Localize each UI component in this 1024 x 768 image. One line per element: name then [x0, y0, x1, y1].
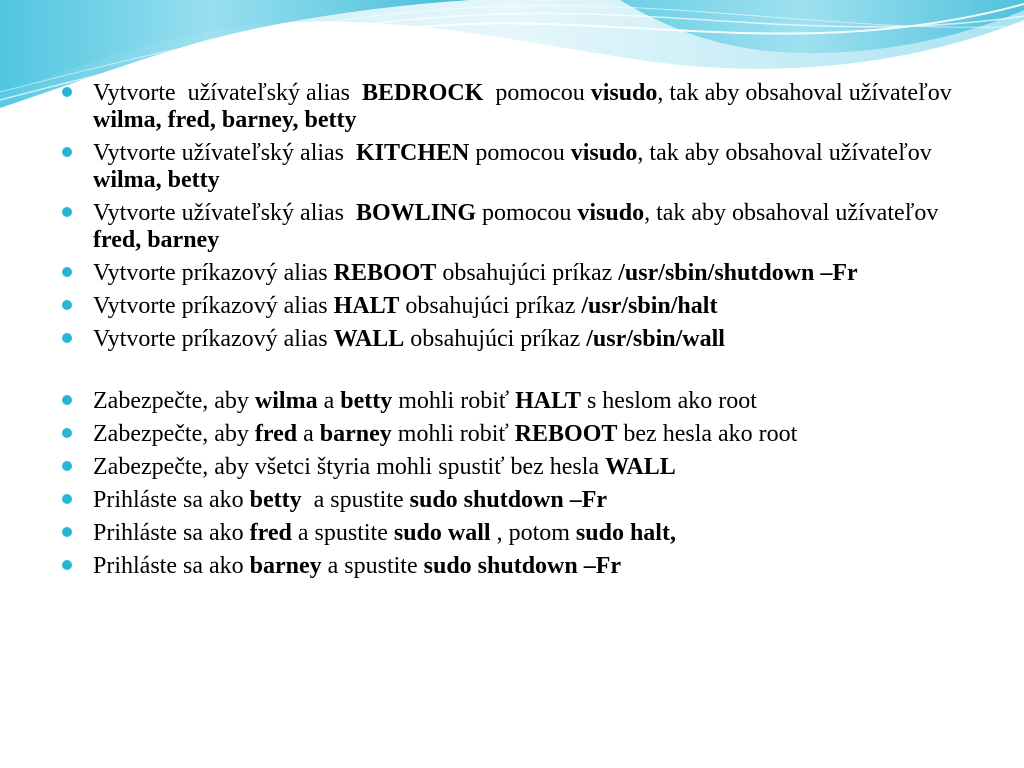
- text: a spustite: [301, 487, 410, 513]
- bold-text: betty: [340, 388, 393, 414]
- bullet-item: [60, 388, 960, 415]
- bold-text: visudo: [590, 80, 658, 106]
- text: , tak aby obsahoval užívateľov: [657, 80, 958, 106]
- bold-text: wilma, fred, barney, betty: [93, 107, 357, 133]
- bold-text: sudo halt,: [575, 520, 676, 546]
- bold-text: WALL: [605, 454, 676, 480]
- text: a spustite: [321, 553, 424, 579]
- bullet-dot-icon: [62, 494, 72, 504]
- text: , tak aby obsahoval užívateľov: [637, 140, 938, 166]
- bold-text: betty: [249, 487, 302, 513]
- bold-text: fred, barney: [93, 227, 220, 253]
- text: obsahujúci príkaz: [404, 326, 587, 352]
- text: Vytvorte príkazový alias: [93, 326, 334, 352]
- bold-text: wilma, betty: [93, 167, 220, 193]
- bullet-item: [60, 260, 960, 287]
- bold-text: visudo: [570, 140, 638, 166]
- text: Vytvorte užívateľský alias: [93, 200, 357, 226]
- text: mohli robiť: [391, 421, 515, 447]
- bullet-dot-icon: [62, 428, 72, 438]
- text: Prihláste sa ako: [93, 520, 250, 546]
- bold-text: visudo: [577, 200, 645, 226]
- bold-text: REBOOT: [333, 260, 437, 286]
- bullet-item: [60, 293, 960, 320]
- bullet-dot-icon: [62, 333, 72, 343]
- bullet-dot-icon: [62, 87, 72, 97]
- bold-text: HALT: [515, 388, 581, 414]
- bold-text: BEDROCK: [362, 80, 484, 106]
- bullet-dot-icon: [62, 395, 72, 405]
- text: a: [297, 421, 320, 447]
- text: Vytvorte príkazový alias: [93, 260, 334, 286]
- bold-text: BOWLING: [356, 200, 477, 226]
- bold-text: KITCHEN: [356, 140, 470, 166]
- bold-text: fred: [254, 421, 298, 447]
- text: , potom: [490, 520, 576, 546]
- slide-body: [60, 80, 960, 586]
- text: pomocou: [483, 80, 591, 106]
- bullet-dot-icon: [62, 560, 72, 570]
- bullet-item: [60, 487, 960, 514]
- text: a: [317, 388, 341, 414]
- text: a spustite: [291, 520, 394, 546]
- text: pomocou: [469, 140, 571, 166]
- bullet-item: [60, 553, 960, 580]
- bullet-item: [60, 326, 960, 353]
- bullet-dot-icon: [62, 147, 72, 157]
- text: Vytvorte užívateľský alias: [93, 80, 363, 106]
- bold-text: HALT: [333, 293, 400, 319]
- bold-text: /usr/sbin/halt: [581, 293, 718, 319]
- text: Zabezpečte, aby: [93, 421, 255, 447]
- bullet-dot-icon: [62, 300, 72, 310]
- bold-text: barney: [319, 421, 392, 447]
- bold-text: wilma: [254, 388, 318, 414]
- text: mohli robiť: [392, 388, 516, 414]
- bold-text: /usr/sbin/shutdown –Fr: [618, 260, 858, 286]
- bold-text: REBOOT: [514, 421, 618, 447]
- bold-text: sudo shutdown –Fr: [423, 553, 622, 579]
- text: Prihláste sa ako: [93, 487, 250, 513]
- bold-text: barney: [249, 553, 322, 579]
- bold-text: /usr/sbin/wall: [586, 326, 725, 352]
- bullet-dot-icon: [62, 527, 72, 537]
- text: , tak aby obsahoval užívateľov: [644, 200, 945, 226]
- bold-text: fred: [249, 520, 292, 546]
- text: pomocou: [476, 200, 578, 226]
- bullet-item: [60, 421, 960, 448]
- bullet-dot-icon: [62, 461, 72, 471]
- bold-text: WALL: [333, 326, 405, 352]
- text: bez hesla ako root: [617, 421, 798, 447]
- bullet-dot-icon: [62, 207, 72, 217]
- text: obsahujúci príkaz: [399, 293, 582, 319]
- text: Vytvorte užívateľský alias: [93, 140, 357, 166]
- bold-text: sudo shutdown –Fr: [409, 487, 608, 513]
- text: Zabezpečte, aby všetci štyria mohli spustiť bez hesla: [93, 454, 606, 480]
- bullet-item: [60, 140, 960, 194]
- bullet-list: [60, 80, 960, 580]
- bullet-item: [60, 80, 960, 134]
- text: Prihláste sa ako: [93, 553, 250, 579]
- text: Zabezpečte, aby: [93, 388, 255, 414]
- text: s heslom ako root: [580, 388, 757, 414]
- bullet-item: [60, 200, 960, 254]
- bold-text: sudo wall: [393, 520, 491, 546]
- text: Vytvorte príkazový alias: [93, 293, 334, 319]
- bullet-dot-icon: [62, 267, 72, 277]
- bullet-item: [60, 520, 960, 547]
- bullet-item: [60, 454, 960, 481]
- text: obsahujúci príkaz: [436, 260, 619, 286]
